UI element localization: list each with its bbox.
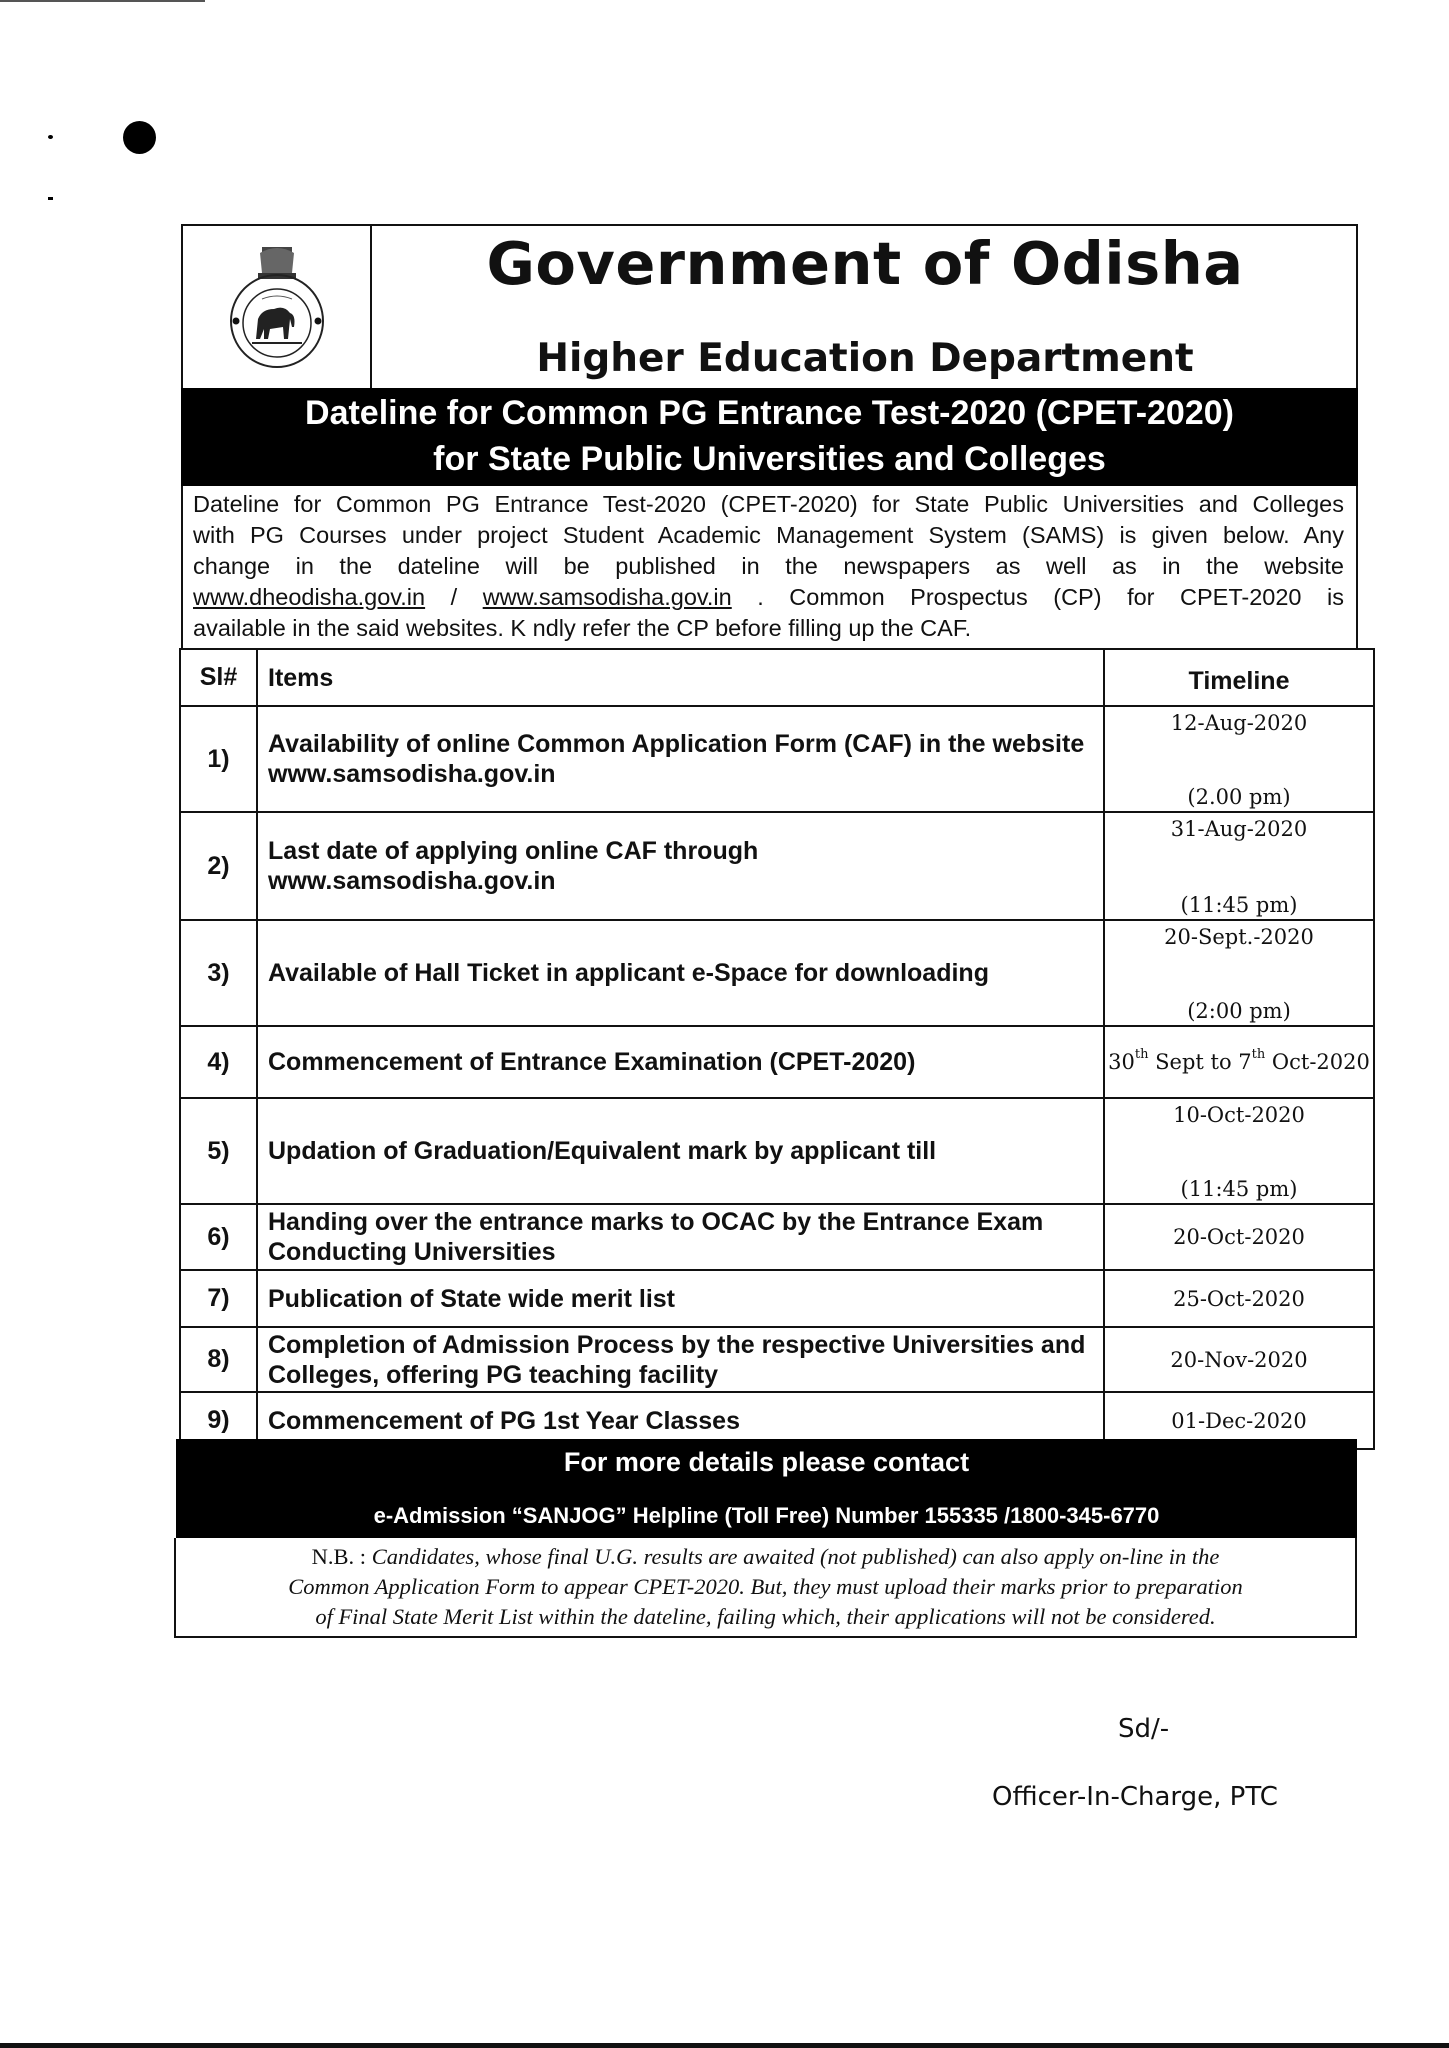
intro-line: with PG Courses under project Student Academic Management System (SAMS) is given below. Any	[193, 522, 1344, 548]
scan-edge-line-top	[0, 0, 205, 2]
row-timeline	[1104, 706, 1374, 812]
row-item: Handing over the entrance marks to OCAC by the Entrance Exam Conducting Universities	[257, 1204, 1104, 1270]
row-date: 10-Oct-2020	[1173, 1103, 1305, 1127]
table-row	[180, 920, 1374, 1026]
row-sl: 7)	[180, 1270, 257, 1327]
row-sl: 6)	[180, 1204, 257, 1270]
row-sl: 2)	[180, 812, 257, 920]
row-sl: 5)	[180, 1098, 257, 1204]
row-date: 31-Aug-2020	[1170, 817, 1308, 841]
schedule-table	[179, 648, 1375, 1450]
row-timeline: 30th Sept to 7th Oct-2020	[1104, 1026, 1374, 1098]
link-separator: /	[425, 584, 483, 610]
punch-hole-mark	[123, 121, 156, 154]
row-timeline	[1104, 920, 1374, 1026]
contact-band	[176, 1439, 1357, 1538]
header-timeline: Timeline	[1104, 649, 1374, 706]
intro-line-4-rest: . Common Prospectus (CP) for CPET-2020 is	[731, 584, 1344, 610]
row-date: 20-Nov-2020	[1104, 1327, 1374, 1392]
row-item: Commencement of PG 1st Year Classes	[257, 1392, 1104, 1449]
table-row	[180, 1026, 1374, 1098]
note-line-2: Common Application Form to appear CPET-2020. But, they must upload their marks prior to preparation	[288, 1574, 1243, 1599]
department-title: Higher Education Department	[536, 336, 1194, 381]
table-row	[180, 812, 1374, 920]
government-title: Government of Odisha	[486, 229, 1244, 298]
table-row	[180, 1204, 1374, 1270]
intro-line-links	[193, 582, 1344, 613]
row-item: Commencement of Entrance Examination (CPET-2020)	[257, 1026, 1104, 1098]
row-item: Updation of Graduation/Equivalent mark by applicant till	[257, 1098, 1104, 1204]
intro-paragraph	[181, 486, 1358, 648]
row-date: 20-Sept.-2020	[1164, 925, 1314, 949]
row-sl: 9)	[180, 1392, 257, 1449]
table-row	[180, 706, 1374, 812]
row-time: (11:45 pm)	[1180, 893, 1298, 917]
row-item: Availability of online Common Application Form (CAF) in the website www.samsodisha.gov.in	[257, 706, 1104, 812]
intro-line: available in the said websites. K ndly refer the CP before filling up the CAF.	[193, 615, 972, 641]
odisha-emblem-icon	[222, 243, 332, 373]
scan-speck	[48, 135, 53, 139]
note-label: N.B. :	[311, 1544, 367, 1569]
signature-sd: Sd/-	[1118, 1714, 1170, 1744]
row-time: (2.00 pm)	[1187, 785, 1291, 809]
emblem-cell	[183, 226, 372, 390]
row-sl: 3)	[180, 920, 257, 1026]
row-sl: 1)	[180, 706, 257, 812]
row-item: Completion of Admission Process by the respective Universities and Colleges, offering PG teaching facility	[257, 1327, 1104, 1392]
row-time: (11:45 pm)	[1180, 1177, 1298, 1201]
banner-line-2: for State Public Universities and Colleges	[433, 440, 1106, 478]
scan-speck	[48, 197, 53, 200]
intro-line: change in the dateline will be published in the newspapers as well as in the website	[193, 553, 1344, 579]
table-row	[180, 1270, 1374, 1327]
contact-heading: For more details please contact	[563, 1447, 970, 1477]
letterhead	[181, 224, 1358, 388]
note-line-3: of Final State Merit List within the dateline, failing which, their applications will not be considered.	[315, 1604, 1216, 1629]
header-items: Items	[257, 649, 1104, 706]
row-date: 20-Oct-2020	[1104, 1204, 1374, 1270]
dateline-banner	[181, 388, 1358, 486]
dheodisha-link[interactable]: www.dheodisha.gov.in	[193, 584, 426, 610]
row-timeline	[1104, 1098, 1374, 1204]
intro-line: Dateline for Common PG Entrance Test-2020 (CPET-2020) for State Public Universities and Colleges	[193, 491, 1344, 517]
row-item: Last date of applying online CAF through www.samsodisha.gov.in	[257, 812, 1104, 920]
row-date: 01-Dec-2020	[1104, 1392, 1374, 1449]
scan-edge-line-bottom	[0, 2043, 1449, 2048]
table-row	[180, 1098, 1374, 1204]
row-date: 25-Oct-2020	[1104, 1270, 1374, 1327]
samsodisha-link[interactable]: www.samsodisha.gov.in	[482, 584, 732, 610]
row-sl: 4)	[180, 1026, 257, 1098]
note-line-1: N.B. : Candidates, whose final U.G. results are awaited (not published) can also apply on-line in the	[311, 1544, 1220, 1569]
helpline-number: e-Admission “SANJOG” Helpline (Toll Free) Number 155335 /1800-345-6770	[373, 1503, 1160, 1528]
table-header-row	[180, 649, 1374, 706]
signatory-designation: Officer-In-Charge, PTC	[992, 1782, 1278, 1812]
banner-line-1: Dateline for Common PG Entrance Test-2020 (CPET-2020)	[305, 394, 1234, 432]
row-sl: 8)	[180, 1327, 257, 1392]
note-box	[174, 1538, 1357, 1638]
row-time: (2:00 pm)	[1187, 999, 1291, 1023]
table-row	[180, 1327, 1374, 1392]
row-item: Available of Hall Ticket in applicant e-Space for downloading	[257, 920, 1104, 1026]
header-sl: Sl#	[180, 649, 257, 706]
row-date: 12-Aug-2020	[1170, 711, 1308, 735]
row-timeline	[1104, 812, 1374, 920]
row-item: Publication of State wide merit list	[257, 1270, 1104, 1327]
